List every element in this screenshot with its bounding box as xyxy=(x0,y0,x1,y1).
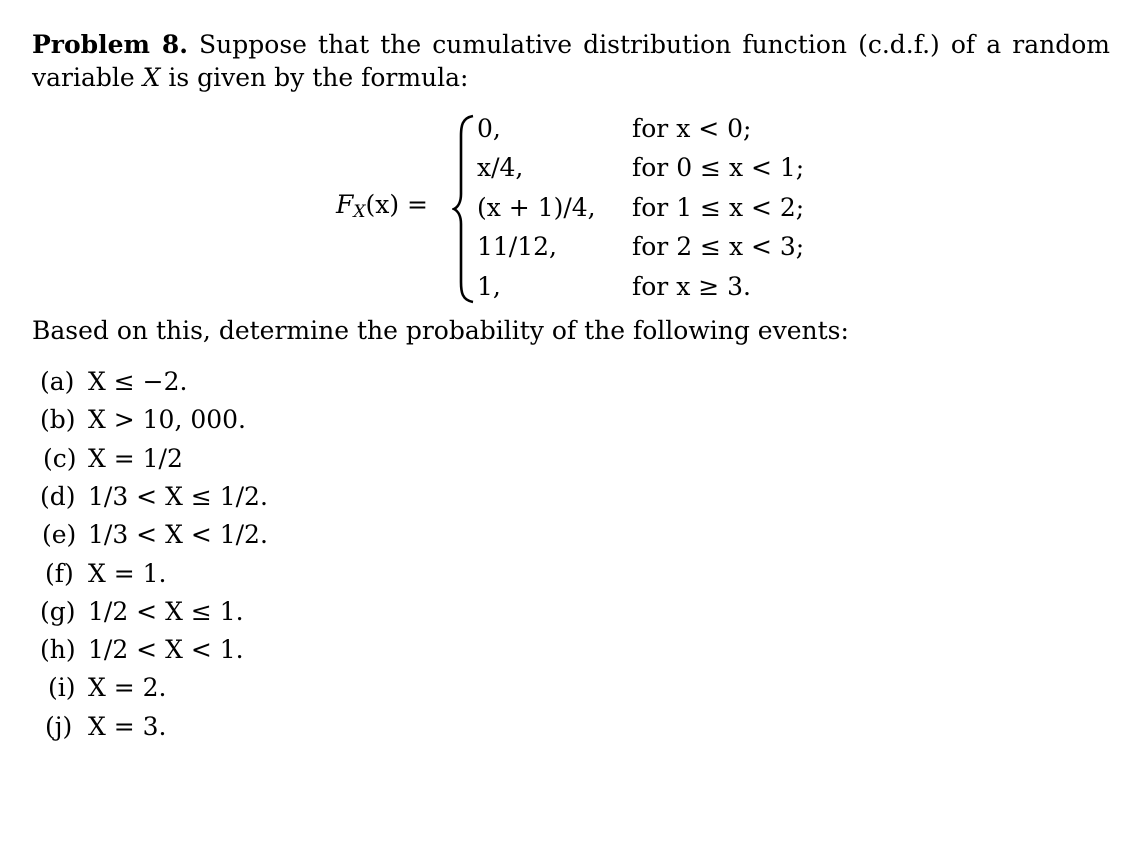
event-label: (a) xyxy=(40,367,75,396)
event-condition: X = 1/2 xyxy=(88,443,183,473)
event-label: (e) xyxy=(42,520,77,550)
problem-heading: Problem 8. xyxy=(32,30,188,59)
event-condition: X = 2. xyxy=(88,673,167,703)
cdf-case-condition: for x < 0; xyxy=(632,114,752,143)
random-variable-symbol: X xyxy=(142,63,161,92)
event-condition: X ≤ −2. xyxy=(88,367,188,396)
cdf-case-expression: x/4, xyxy=(477,153,524,182)
event-condition: X = 1. xyxy=(88,558,167,588)
event-label: (i) xyxy=(48,673,76,703)
cdf-case-condition: for 1 ≤ x < 2; xyxy=(632,193,805,222)
event-condition: X = 3. xyxy=(88,711,167,741)
cdf-case-condition: for 2 ≤ x < 3; xyxy=(632,232,805,261)
event-item xyxy=(45,558,167,588)
event-label: (g) xyxy=(40,596,76,626)
event-condition: 1/2 < X ≤ 1. xyxy=(88,596,244,626)
cdf-case-condition: for x ≥ 3. xyxy=(632,272,751,301)
event-label: (c) xyxy=(43,443,77,473)
event-label: (h) xyxy=(40,635,76,665)
event-label: (d) xyxy=(40,481,76,511)
problem-intro-pre: variable xyxy=(32,63,143,92)
event-item xyxy=(48,673,167,703)
event-item xyxy=(40,481,268,511)
cdf-case-expression: 1, xyxy=(477,272,501,301)
event-label: (f) xyxy=(45,558,74,588)
cdf-case-expression: 0, xyxy=(477,114,501,143)
cdf-case-expression: (x + 1)/4, xyxy=(477,193,596,222)
event-item xyxy=(40,635,244,665)
problem-intro-post: is given by the formula: xyxy=(160,63,469,92)
cdf-case-condition: for 0 ≤ x < 1; xyxy=(632,153,805,182)
event-condition: X > 10, 000. xyxy=(88,405,247,435)
event-condition: 1/3 < X ≤ 1/2. xyxy=(88,481,268,511)
cdf-case-expression: 11/12, xyxy=(477,232,557,261)
event-label: (b) xyxy=(40,405,76,435)
problem-intro-text: Suppose that the cumulative distribution function (c.d.f.) of a random xyxy=(199,30,1110,59)
event-item xyxy=(43,443,183,473)
event-item xyxy=(40,596,244,626)
event-item xyxy=(45,711,167,741)
event-item xyxy=(42,520,268,550)
cdf-function-symbol: F xyxy=(336,190,354,219)
event-item xyxy=(40,405,247,435)
cdf-argument: (x) = xyxy=(365,190,428,219)
event-condition: 1/3 < X < 1/2. xyxy=(88,520,268,550)
event-condition: 1/2 < X < 1. xyxy=(88,635,244,665)
event-item xyxy=(40,367,188,396)
question-prompt: Based on this, determine the probability of the following events: xyxy=(32,316,849,345)
event-label: (j) xyxy=(45,711,73,741)
cdf-subscript: X xyxy=(353,202,366,222)
